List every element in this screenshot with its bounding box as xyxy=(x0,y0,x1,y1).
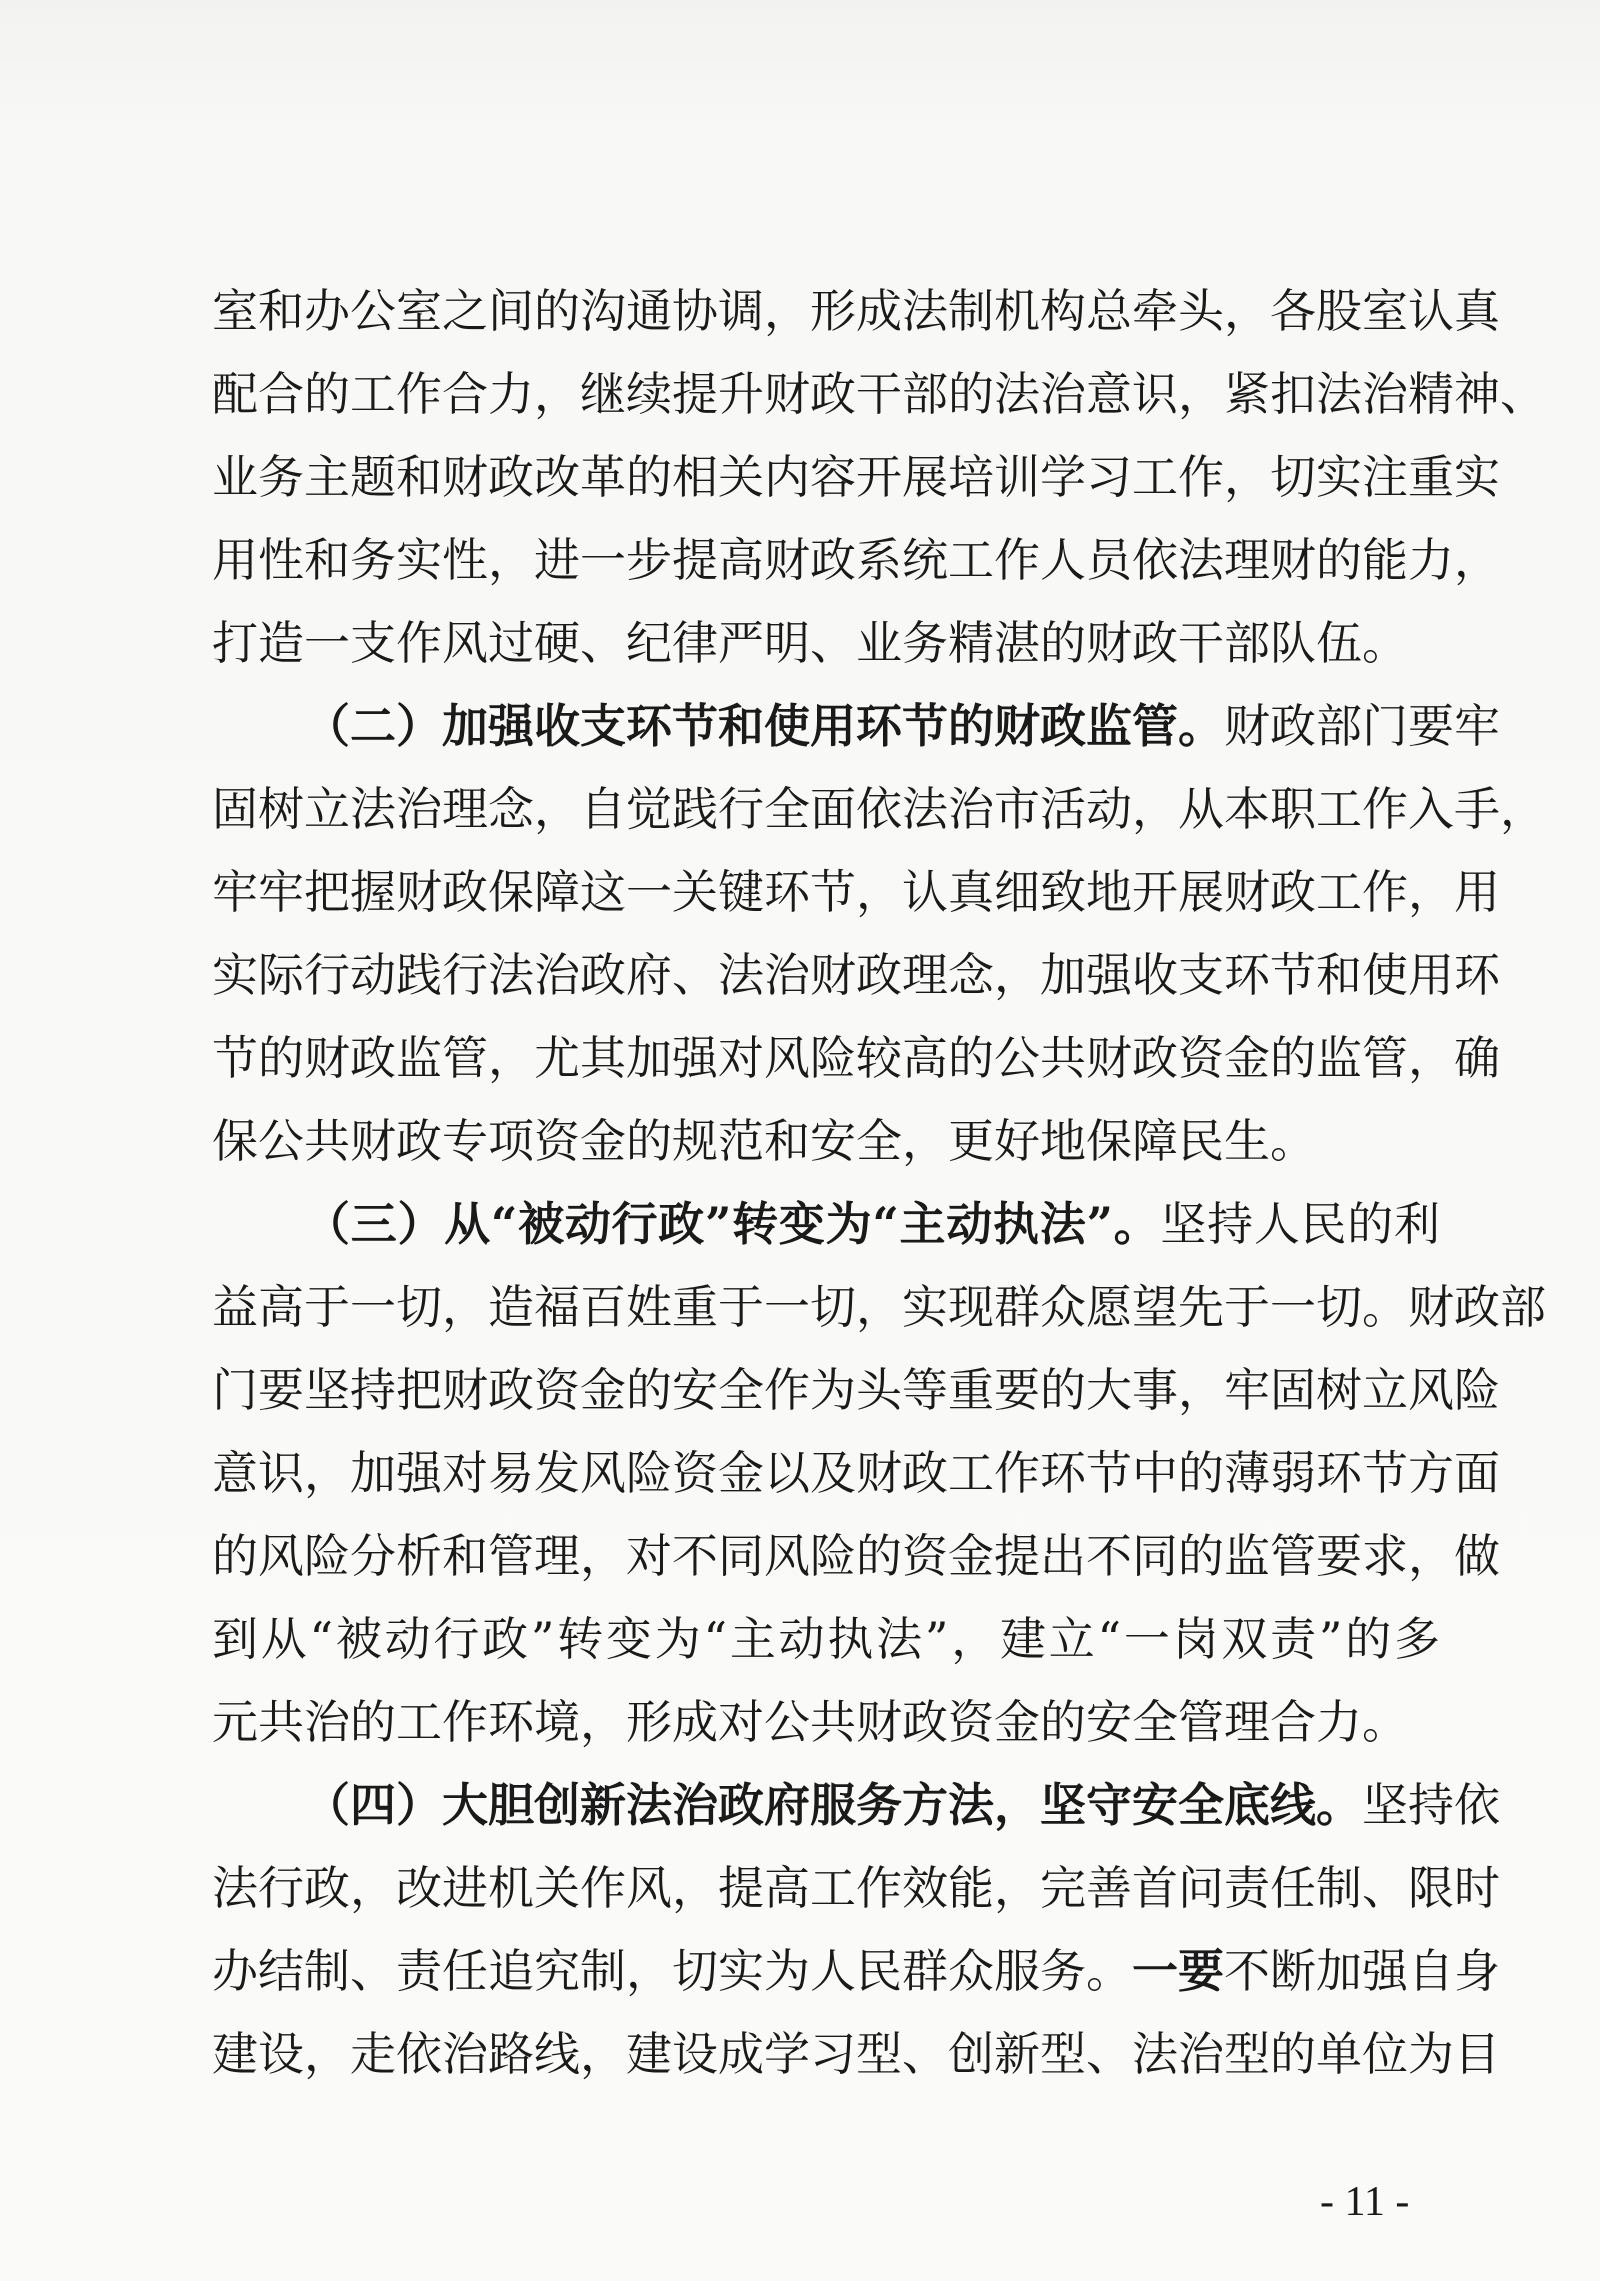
text-line: 节的财政监管，尤其加强对风险较高的公共财政资金的监管，确 xyxy=(212,1031,1500,1085)
section-heading-line xyxy=(212,685,1500,768)
text-line: 到从“被动行政”转变为“主动执法”，建立“一岗双责”的多 xyxy=(212,1612,1440,1666)
heading-continuation: 财政部门要牢 xyxy=(1224,699,1500,753)
text-line: 的风险分析和管理，对不同风险的资金提出不同的监管要求，做 xyxy=(212,1529,1500,1583)
text-line: 打造一支作风过硬、纪律严明、业务精湛的财政干部队伍。 xyxy=(212,616,1408,670)
text-line xyxy=(212,1930,1500,2013)
section-heading-line xyxy=(212,1183,1440,1266)
text-segment: 不断加强自身 xyxy=(1224,1944,1500,1998)
text-line: 益高于一切，造福百姓重于一切，实现群众愿望先于一切。财政部 xyxy=(212,1280,1546,1334)
text-line: 门要坚持把财政资金的安全作为头等重要的大事，牢固树立风险 xyxy=(212,1363,1500,1417)
emphasis-text: 一要 xyxy=(1132,1944,1224,1998)
text-line: 配合的工作合力，继续提升财政干部的法治意识，紧扣法治精神、 xyxy=(212,367,1546,421)
heading-continuation: 坚持依 xyxy=(1362,1778,1500,1832)
text-segment: 办结制、责任追究制，切实为人民群众服务。 xyxy=(212,1944,1132,1998)
text-line: 用性和务实性，进一步提高财政系统工作人员依法理财的能力， xyxy=(212,533,1500,587)
text-line: 法行政，改进机关作风，提高工作效能，完善首问责任制、限时 xyxy=(212,1861,1500,1915)
text-line: 保公共财政专项资金的规范和安全，更好地保障民生。 xyxy=(212,1114,1316,1168)
section-heading-line xyxy=(212,1764,1500,1847)
heading-continuation: 坚持人民的利 xyxy=(1160,1197,1441,1251)
section-heading: （三）从“被动行政”转变为“主动执法”。 xyxy=(304,1197,1161,1251)
section-heading: （四）大胆创新法治政府服务方法，坚守安全底线。 xyxy=(304,1778,1362,1832)
text-line: 室和办公室之间的沟通协调，形成法制机构总牵头，各股室认真 xyxy=(212,284,1500,338)
text-line: 业务主题和财政改革的相关内容开展培训学习工作，切实注重实 xyxy=(212,450,1500,504)
text-line: 固树立法治理念，自觉践行全面依法治市活动，从本职工作入手， xyxy=(212,782,1546,836)
text-line: 意识，加强对易发风险资金以及财政工作环节中的薄弱环节方面 xyxy=(212,1446,1500,1500)
text-line: 牢牢把握财政保障这一关键环节，认真细致地开展财政工作，用 xyxy=(212,865,1500,919)
section-heading: （二）加强收支环节和使用环节的财政监管。 xyxy=(304,699,1224,753)
document-body xyxy=(212,270,1546,2096)
page-number: - 11 - xyxy=(1320,2179,1410,2225)
text-line: 实际行动践行法治政府、法治财政理念，加强收支环节和使用环 xyxy=(212,948,1500,1002)
text-line: 建设，走依治路线，建设成学习型、创新型、法治型的单位为目 xyxy=(212,2027,1500,2081)
text-line: 元共治的工作环境，形成对公共财政资金的安全管理合力。 xyxy=(212,1695,1408,1749)
